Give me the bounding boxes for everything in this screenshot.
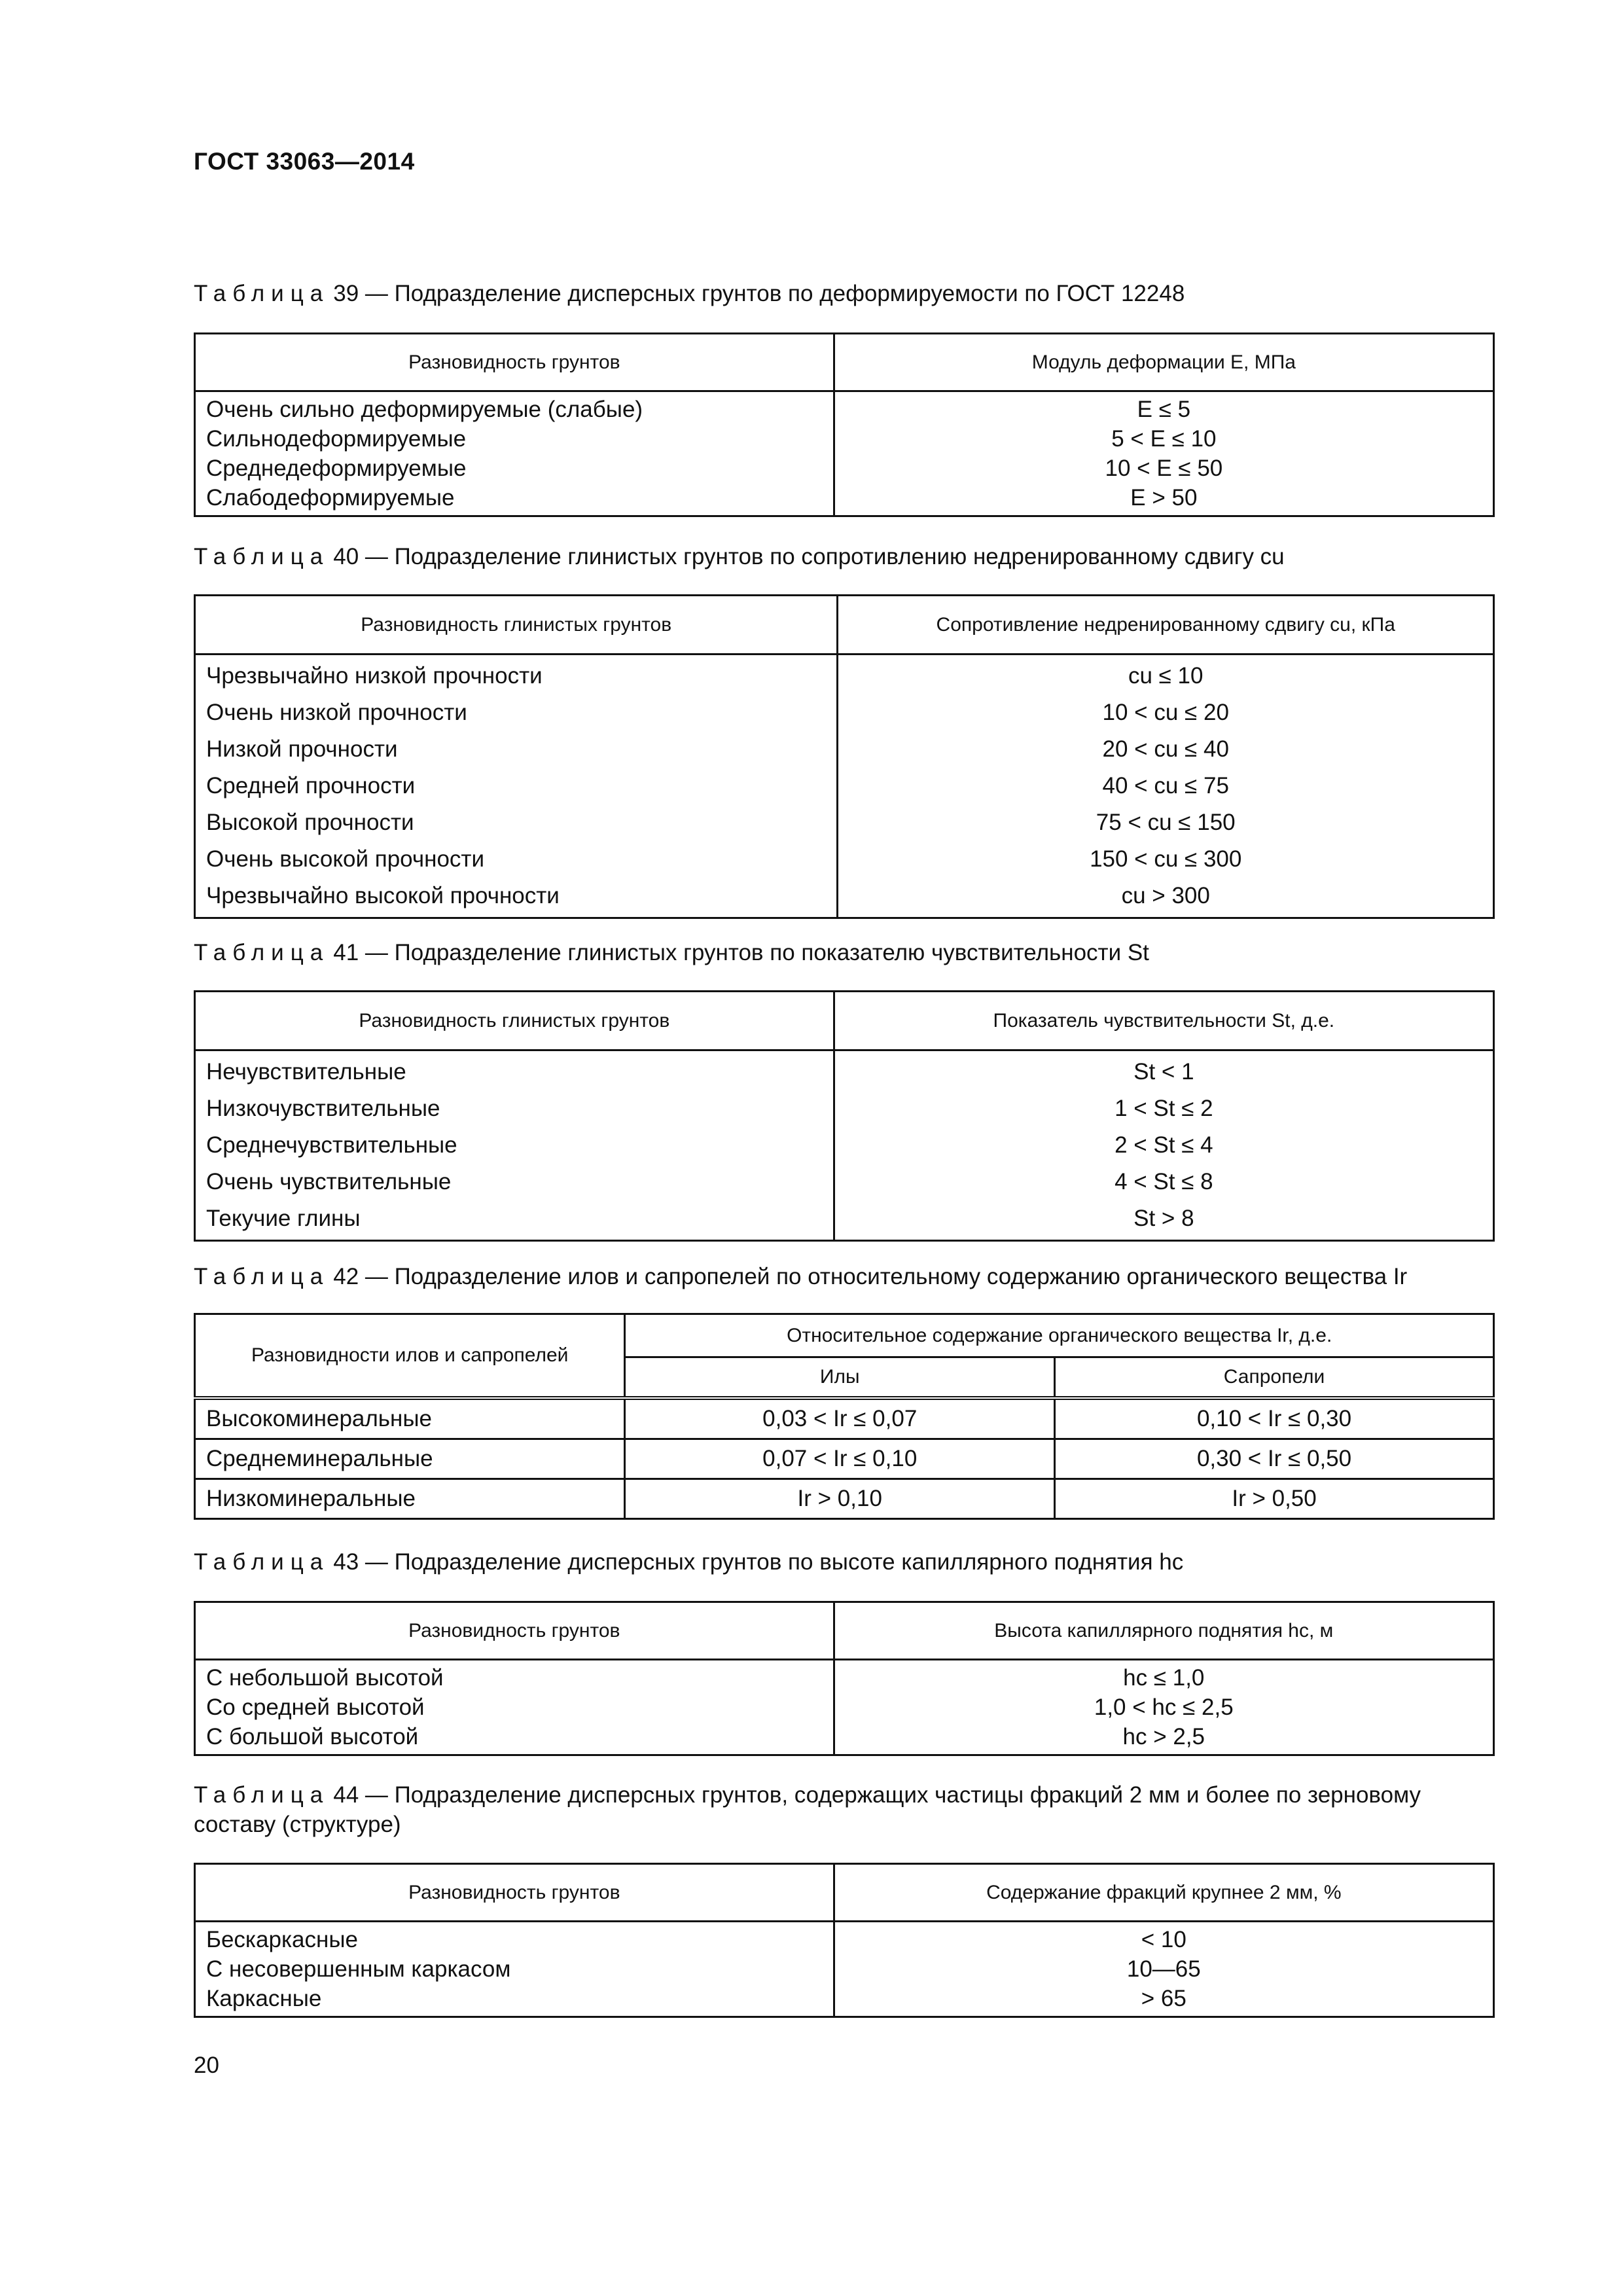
table-39-header-variety: Разновидность грунтов bbox=[195, 334, 834, 391]
table-41-caption: Таблица 41 — Подразделение глинистых грунтов по показателю чувствительности St bbox=[194, 940, 1149, 965]
table-41 bbox=[194, 990, 1495, 1242]
table-row: С большой высотой hc > 2,5 bbox=[195, 1722, 1494, 1755]
table-row: Очень чувствительные 4 < St ≤ 8 bbox=[195, 1164, 1494, 1200]
table-row: Низкоминеральные Ir > 0,10 Ir > 0,50 bbox=[195, 1479, 1494, 1518]
table-row: Низкой прочности 20 < cu ≤ 40 bbox=[195, 731, 1494, 768]
table-row: Очень сильно деформируемые (слабые) E ≤ 5 bbox=[195, 391, 1494, 425]
table-row: Высокоминеральные 0,03 < Ir ≤ 0,07 0,10 < Ir ≤ 0,30 bbox=[195, 1398, 1494, 1439]
table-row: Бескаркасные < 10 bbox=[195, 1922, 1494, 1955]
table-43-header-capillary: Высота капиллярного поднятия hc, м bbox=[834, 1602, 1493, 1660]
table-row: Чрезвычайно высокой прочности cu > 300 bbox=[195, 878, 1494, 918]
document-code: ГОСТ 33063—2014 bbox=[194, 148, 415, 175]
table-42-header-variety: Разновидности илов и сапропелей bbox=[195, 1314, 625, 1398]
table-44 bbox=[194, 1863, 1495, 2018]
table-row: Низкочувствительные 1 < St ≤ 2 bbox=[195, 1090, 1494, 1127]
table-row: Очень низкой прочности 10 < cu ≤ 20 bbox=[195, 694, 1494, 731]
table-43-header-variety: Разновидность грунтов bbox=[195, 1602, 834, 1660]
table-41-header-variety: Разновидность глинистых грунтов bbox=[195, 992, 834, 1050]
table-43-caption: Таблица 43 — Подразделение дисперсных грунтов по высоте капиллярного поднятия hc bbox=[194, 1549, 1184, 1575]
table-row: С небольшой высотой hc ≤ 1,0 bbox=[195, 1660, 1494, 1693]
table-40-header-shear: Сопротивление недренированному сдвигу cu, кПа bbox=[838, 596, 1494, 655]
table-39-header-modulus: Модуль деформации E, МПа bbox=[834, 334, 1493, 391]
table-40-header-variety: Разновидность глинистых грунтов bbox=[195, 596, 838, 655]
table-row: Очень высокой прочности 150 < cu ≤ 300 bbox=[195, 841, 1494, 878]
table-row: Высокой прочности 75 < cu ≤ 150 bbox=[195, 804, 1494, 841]
table-row: Средней прочности 40 < cu ≤ 75 bbox=[195, 768, 1494, 804]
table-40 bbox=[194, 594, 1495, 919]
table-row: Нечувствительные St < 1 bbox=[195, 1050, 1494, 1091]
table-44-caption: Таблица 44 — Подразделение дисперсных грунтов, содержащих частицы фракций 2 мм и более по зерновому составу (структуре) bbox=[194, 1782, 1421, 1837]
table-43 bbox=[194, 1601, 1495, 1756]
table-42-header-organic: Относительное содержание органического вещества Ir, д.е. bbox=[625, 1314, 1494, 1357]
table-44-header-fraction: Содержание фракций крупнее 2 мм, % bbox=[834, 1864, 1493, 1922]
table-row: С несовершенным каркасом 10—65 bbox=[195, 1954, 1494, 1984]
table-40-caption: Таблица 40 — Подразделение глинистых грунтов по сопротивлению недренированному сдвигу cu bbox=[194, 544, 1285, 569]
table-row: Со средней высотой 1,0 < hc ≤ 2,5 bbox=[195, 1693, 1494, 1722]
table-39 bbox=[194, 332, 1495, 517]
page-number: 20 bbox=[194, 2053, 219, 2078]
table-42-header-sapropels: Сапропели bbox=[1055, 1357, 1494, 1398]
table-row: Каркасные > 65 bbox=[195, 1984, 1494, 2017]
table-row: Сильнодеформируемые 5 < E ≤ 10 bbox=[195, 424, 1494, 454]
table-row: Текучие глины St > 8 bbox=[195, 1200, 1494, 1241]
table-row: Среднечувствительные 2 < St ≤ 4 bbox=[195, 1127, 1494, 1164]
table-42-header-silts: Илы bbox=[625, 1357, 1055, 1398]
table-row: Среднедеформируемые 10 < E ≤ 50 bbox=[195, 454, 1494, 483]
table-42-caption: Таблица 42 — Подразделение илов и сапропелей по относительному содержанию органического вещества Ir bbox=[194, 1264, 1408, 1289]
table-row: Слабодеформируемые E > 50 bbox=[195, 483, 1494, 516]
table-39-caption: Таблица 39 — Подразделение дисперсных грунтов по деформируемости по ГОСТ 12248 bbox=[194, 281, 1185, 306]
table-41-header-sensitivity: Показатель чувствительности St, д.е. bbox=[834, 992, 1493, 1050]
table-44-header-variety: Разновидность грунтов bbox=[195, 1864, 834, 1922]
table-42 bbox=[194, 1313, 1495, 1520]
table-row: Чрезвычайно низкой прочности cu ≤ 10 bbox=[195, 655, 1494, 695]
table-row: Среднеминеральные 0,07 < Ir ≤ 0,10 0,30 < Ir ≤ 0,50 bbox=[195, 1439, 1494, 1479]
